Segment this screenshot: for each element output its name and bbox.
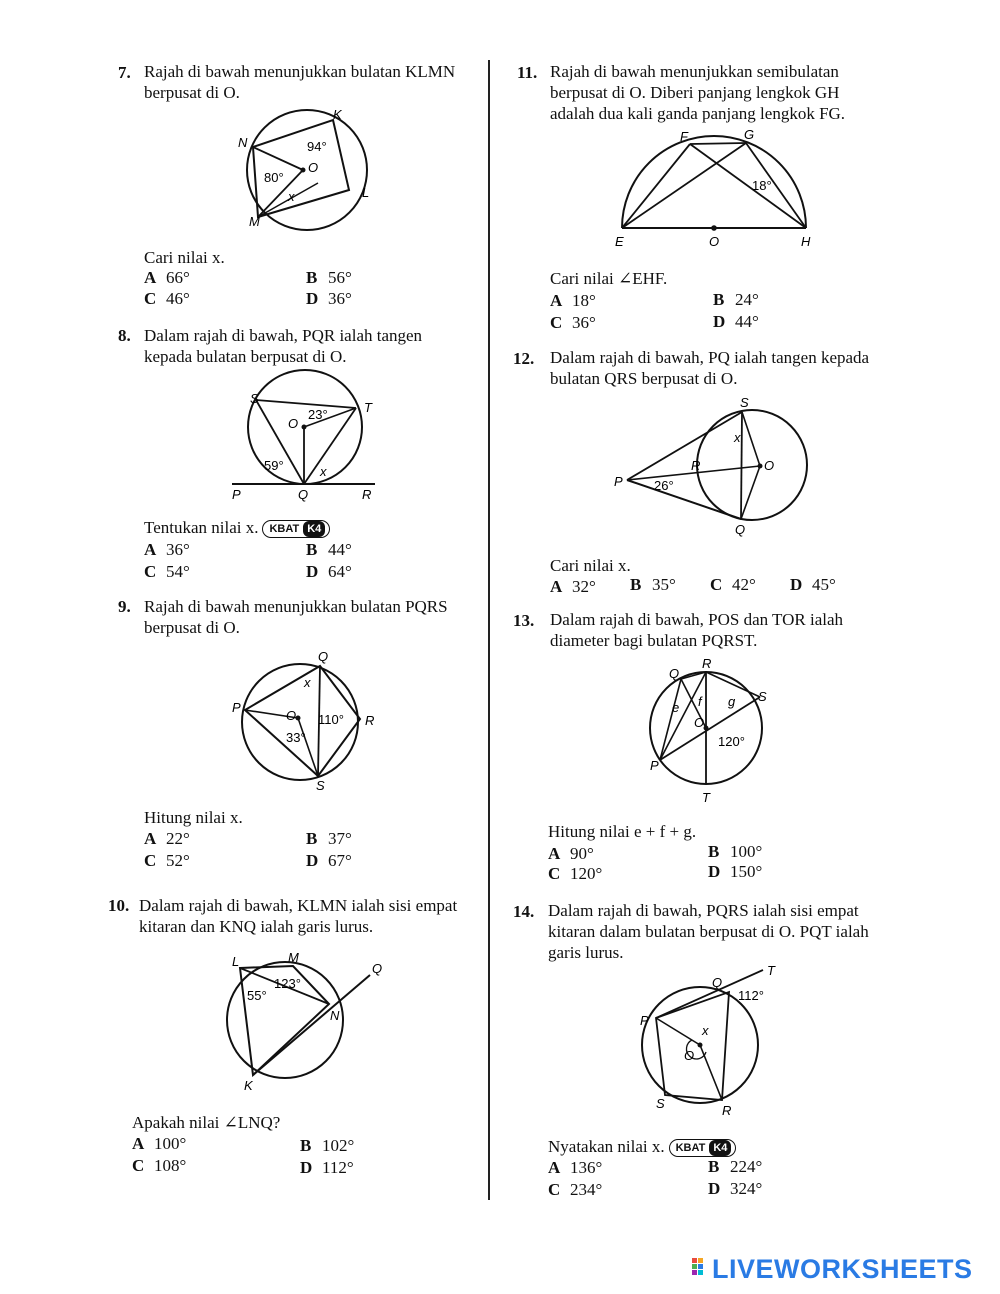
q12-option-C[interactable]: C 42°	[710, 575, 756, 594]
q7-option-B[interactable]: B 56°	[306, 268, 352, 287]
q13-text-line1: Dalam rajah di bawah, POS dan TOR ialah	[550, 610, 844, 629]
q14-label-O: O	[684, 1048, 695, 1063]
q10-label-M: M	[288, 950, 299, 965]
q7-option-C[interactable]: C 46°	[144, 289, 190, 308]
q7-label-M: M	[249, 214, 260, 229]
q8-label-Q: Q	[298, 487, 309, 502]
q13-label-R: R	[702, 656, 712, 671]
q12-option-A[interactable]: A 32°	[550, 577, 596, 596]
q11-text-line2: berpusat di O. Diberi panjang lengkok GH	[550, 83, 840, 102]
q10-text-line1: Dalam rajah di bawah, KLMN ialah sisi empat	[139, 896, 458, 915]
q12-label-S: S	[740, 395, 749, 410]
q11-prompt: Cari nilai ∠EHF.	[550, 269, 668, 288]
q11-text-line3: adalah dua kali ganda panjang lengkok FG.	[550, 104, 846, 123]
q7-number: 7.	[118, 63, 131, 82]
q7-label-K: K	[333, 107, 342, 122]
q13-prompt: Hitung nilai e + f + g.	[548, 822, 697, 841]
q11-label-F: F	[680, 129, 688, 144]
q7-label-x: x	[288, 189, 295, 204]
q8-label-O: O	[288, 416, 299, 431]
q8-text-line1: Dalam rajah di bawah, PQR ialah tangen	[144, 326, 423, 345]
q9-text-line1: Rajah di bawah menunjukkan bulatan PQRS	[144, 597, 448, 616]
q11-label-G: G	[744, 127, 755, 142]
q13-label-T: T	[702, 790, 710, 805]
q12-label-Q: Q	[735, 522, 746, 537]
q10-text-line2: kitaran dan KNQ ialah garis lurus.	[139, 917, 374, 936]
q10-prompt: Apakah nilai ∠LNQ?	[132, 1113, 281, 1132]
q14-label-x: x	[702, 1023, 709, 1038]
q10-option-B[interactable]: B 102°	[300, 1136, 355, 1155]
q7-prompt: Cari nilai x.	[144, 248, 225, 267]
q7-text-line1: Rajah di bawah menunjukkan bulatan KLMN	[144, 62, 456, 81]
q13-label-S: S	[758, 689, 767, 704]
q12-angle-26: 26°	[654, 478, 674, 493]
q8-label-x: x	[320, 464, 327, 479]
q7-label-L: L	[362, 185, 370, 200]
q12-label-P: P	[614, 474, 623, 489]
q10-label-K: K	[244, 1078, 253, 1093]
q9-option-D[interactable]: D 67°	[306, 851, 352, 870]
q13-number: 13.	[513, 611, 535, 630]
q9-angle-110: 110°	[318, 712, 344, 727]
q9-text-line2: berpusat di O.	[144, 618, 240, 637]
q8-label-T: T	[364, 400, 372, 415]
q11-label-E: E	[615, 234, 624, 249]
q12-prompt: Cari nilai x.	[550, 556, 631, 575]
q7-option-D[interactable]: D 36°	[306, 289, 352, 308]
q12-label-O: O	[764, 458, 775, 473]
q9-label-O: O	[286, 708, 297, 723]
q13-label-Q: Q	[669, 666, 680, 681]
q13-label-g: g	[728, 694, 736, 709]
q14-option-A[interactable]: A 136°	[548, 1158, 603, 1177]
q12-number: 12.	[513, 349, 535, 368]
q14-text-line1: Dalam rajah di bawah, PQRS ialah sisi empat	[548, 901, 859, 920]
q13-label-P: P	[650, 758, 659, 773]
q9-label-P: P	[232, 700, 241, 715]
q7-text-line2: berpusat di O.	[144, 83, 240, 102]
q8-option-B[interactable]: B 44°	[306, 540, 352, 559]
q9-label-S: S	[316, 778, 325, 793]
q11-option-C[interactable]: C 36°	[550, 313, 596, 332]
q7-option-A[interactable]: A 66°	[144, 268, 190, 287]
q7-angle-94: 94°	[307, 139, 327, 154]
q9-prompt: Hitung nilai x.	[144, 808, 243, 827]
q14-label-Q: Q	[712, 975, 723, 990]
q8-prompt: Tentukan nilai x. KBAT K4	[144, 518, 330, 538]
q11-angle-18: 18°	[752, 178, 772, 193]
q7-label-N: N	[238, 135, 248, 150]
q9-option-A[interactable]: A 22°	[144, 829, 190, 848]
q8-kbat-badge: KBAT K4	[262, 520, 330, 538]
q11-number: 11.	[517, 63, 538, 82]
q10-angle-123: 123°	[274, 976, 301, 991]
q14-label-P: P	[640, 1013, 649, 1028]
q11-option-A[interactable]: A 18°	[550, 291, 596, 310]
q9-label-R: R	[365, 713, 375, 728]
q14-text-line3: garis lurus.	[548, 943, 624, 962]
q13-option-B[interactable]: B 100°	[708, 842, 763, 861]
q10-option-D[interactable]: D 112°	[300, 1158, 354, 1177]
q9-option-C[interactable]: C 52°	[144, 851, 190, 870]
q13-angle-120: 120°	[718, 734, 745, 749]
q8-text-line2: kepada bulatan berpusat di O.	[144, 347, 347, 366]
q14-kbat-badge: KBAT K4	[669, 1139, 737, 1157]
q13-option-A[interactable]: A 90°	[548, 844, 594, 863]
q14-label-T: T	[767, 963, 775, 978]
q14-label-R: R	[722, 1103, 732, 1118]
q13-option-C[interactable]: C 120°	[548, 864, 603, 883]
q11-option-D[interactable]: D 44°	[713, 312, 759, 331]
q9-label-x: x	[304, 675, 311, 690]
q14-angle-112: 112°	[738, 988, 764, 1003]
q12-option-B[interactable]: B 35°	[630, 575, 676, 594]
q8-option-A[interactable]: A 36°	[144, 540, 190, 559]
q14-option-C[interactable]: C 234°	[548, 1180, 603, 1199]
q12-label-R: R	[691, 458, 701, 473]
q13-text-line2: diameter bagi bulatan PQRST.	[550, 631, 758, 650]
q9-angle-33: 33°	[286, 730, 306, 745]
q11-label-H: H	[801, 234, 811, 249]
q10-number: 10.	[108, 896, 130, 915]
q9-label-Q: Q	[318, 649, 329, 664]
q12-option-D[interactable]: D 45°	[790, 575, 836, 594]
q7-label-O: O	[308, 160, 319, 175]
q12-text-line1: Dalam rajah di bawah, PQ ialah tangen kepada	[550, 348, 870, 367]
q10-angle-55: 55°	[247, 988, 267, 1003]
q14-option-B[interactable]: B 224°	[708, 1157, 763, 1176]
q10-option-A[interactable]: A 100°	[132, 1134, 187, 1153]
q8-label-R: R	[362, 487, 372, 502]
q9-number: 9.	[118, 597, 131, 616]
q8-label-S: S	[250, 391, 259, 406]
q11-label-O: O	[709, 234, 720, 249]
q13-label-O: O	[694, 715, 705, 730]
q13-option-D[interactable]: D 150°	[708, 862, 763, 881]
q7-angle-80: 80°	[264, 170, 284, 185]
q11-option-B[interactable]: B 24°	[713, 290, 759, 309]
q8-angle-59: 59°	[264, 458, 284, 473]
q11-text-line1: Rajah di bawah menunjukkan semibulatan	[550, 62, 839, 81]
q10-label-N: N	[330, 1008, 340, 1023]
q14-prompt: Nyatakan nilai x. KBAT K4	[548, 1137, 736, 1157]
q12-label-x: x	[734, 430, 741, 445]
q14-number: 14.	[513, 902, 535, 921]
q8-label-P: P	[232, 487, 241, 502]
q14-label-S: S	[656, 1096, 665, 1111]
q9-option-B[interactable]: B 37°	[306, 829, 352, 848]
q8-angle-23: 23°	[308, 407, 328, 422]
q12-text-line2: bulatan QRS berpusat di O.	[550, 369, 738, 388]
liveworksheets-logo-icon	[692, 1258, 710, 1280]
q10-label-L: L	[232, 954, 240, 969]
q8-option-D[interactable]: D 64°	[306, 562, 352, 581]
q8-number: 8.	[118, 326, 131, 345]
liveworksheets-brand[interactable]: LIVEWORKSHEETS	[712, 1254, 973, 1284]
q10-label-Q: Q	[372, 961, 383, 976]
q10-option-C[interactable]: C 108°	[132, 1156, 187, 1175]
q13-label-f: f	[698, 694, 702, 709]
q13-label-e: e	[672, 700, 680, 715]
q14-text-line2: kitaran dalam bulatan berpusat di O. PQT ialah	[548, 922, 869, 941]
q8-option-C[interactable]: C 54°	[144, 562, 190, 581]
q14-option-D[interactable]: D 324°	[708, 1179, 763, 1198]
